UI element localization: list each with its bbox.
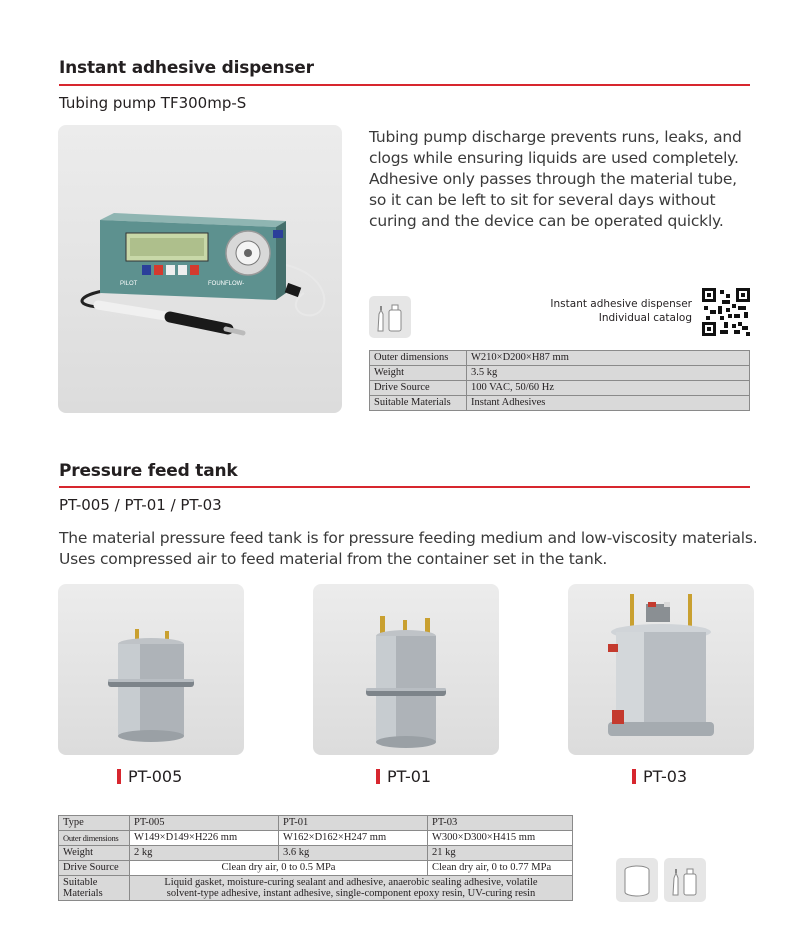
spec-value: Clean dry air, 0 to 0.77 MPa xyxy=(428,861,573,876)
spec-value: 3.5 kg xyxy=(467,366,750,381)
model-header: PT-005 xyxy=(130,816,279,831)
materials-line-1: Liquid gasket, moisture-curing sealant and adhesive, anaerobic sealing adhesive, volatile xyxy=(164,877,538,888)
tank-description xyxy=(59,528,759,570)
section-divider xyxy=(59,486,750,488)
tank-specs-table xyxy=(58,815,573,901)
table-row xyxy=(59,861,573,876)
device-model-label: FOUNFLOW- xyxy=(208,281,245,287)
spec-label: Outer dimensions xyxy=(59,831,130,846)
spec-label: Weight xyxy=(370,366,467,381)
spec-value: Instant Adhesives xyxy=(467,396,750,411)
pt01-photo xyxy=(313,584,499,755)
tank-description-line-1: The material pressure feed tank is for pressure feeding medium and low-viscosity materials. xyxy=(59,529,758,547)
dispenser-description: Tubing pump discharge prevents runs, leaks, and clogs while ensuring liquids are used completely. Adhesive only passes through the material tube, so it can be left to sit for several days without curing and the device can be operated quickly. xyxy=(369,128,742,230)
qr-code-icon[interactable] xyxy=(702,288,750,336)
table-row xyxy=(370,396,750,411)
caption-text: PT-03 xyxy=(643,767,688,786)
spec-value: 100 VAC, 50/60 Hz xyxy=(467,381,750,396)
spec-label-line: Suitable xyxy=(63,877,98,888)
catalog-line-2: Individual catalog xyxy=(598,312,692,324)
spec-value: 2 kg xyxy=(130,846,279,861)
spec-value: W300×D300×H415 mm xyxy=(428,831,573,846)
table-row xyxy=(59,876,573,901)
spec-label: Weight xyxy=(59,846,130,861)
caption-marker xyxy=(117,769,121,784)
spec-value xyxy=(130,876,573,901)
section-divider xyxy=(59,84,750,86)
spec-label: Outer dimensions xyxy=(370,351,467,366)
caption-marker xyxy=(376,769,380,784)
can-icon xyxy=(616,858,658,902)
pt03-caption xyxy=(632,767,687,786)
spec-label: Suitable Materials xyxy=(370,396,467,411)
spec-value: 21 kg xyxy=(428,846,573,861)
product-subtitle-pt: PT-005 / PT-01 / PT-03 xyxy=(59,496,222,514)
table-row xyxy=(59,816,573,831)
dispenser-illustration xyxy=(58,125,342,413)
product-subtitle-tf300: Tubing pump TF300mp-S xyxy=(59,94,247,112)
spec-value: 3.6 kg xyxy=(279,846,428,861)
caption-text: PT-01 xyxy=(387,767,432,786)
pt03-photo xyxy=(568,584,754,755)
model-header: PT-01 xyxy=(279,816,428,831)
catalog-line-1: Instant adhesive dispenser xyxy=(550,298,692,310)
caption-text: PT-005 xyxy=(128,767,183,786)
catalog-link-text[interactable] xyxy=(545,297,692,325)
tank-description-line-2: Uses compressed air to feed material from the container set in the tank. xyxy=(59,550,608,568)
spec-label: Type xyxy=(59,816,130,831)
section-title-dispenser: Instant adhesive dispenser xyxy=(59,58,314,78)
table-row xyxy=(370,351,750,366)
dispenser-photo xyxy=(58,125,342,413)
pt01-caption xyxy=(376,767,431,786)
spec-value: W149×D149×H226 mm xyxy=(130,831,279,846)
bottle-icon xyxy=(369,296,411,338)
spec-value: Clean dry air, 0 to 0.5 MPa xyxy=(130,861,428,876)
pt005-caption xyxy=(117,767,182,786)
section-title-tank: Pressure feed tank xyxy=(59,461,238,481)
materials-line-2: solvent-type adhesive, instant adhesive, single-component epoxy resin, UV-curing resin xyxy=(166,888,536,899)
spec-label: Drive Source xyxy=(59,861,130,876)
spec-label xyxy=(59,876,130,901)
table-row xyxy=(370,366,750,381)
bottle-icon xyxy=(664,858,706,902)
spec-value: W210×D200×H87 mm xyxy=(467,351,750,366)
dispenser-specs-table xyxy=(369,350,750,411)
table-row xyxy=(370,381,750,396)
device-brand-label: PILOT xyxy=(120,281,138,287)
spec-value: W162×D162×H247 mm xyxy=(279,831,428,846)
model-header: PT-03 xyxy=(428,816,573,831)
pt005-photo xyxy=(58,584,244,755)
spec-label: Drive Source xyxy=(370,381,467,396)
table-row xyxy=(59,831,573,846)
table-row xyxy=(59,846,573,861)
caption-marker xyxy=(632,769,636,784)
spec-label-line: Materials xyxy=(63,888,103,899)
